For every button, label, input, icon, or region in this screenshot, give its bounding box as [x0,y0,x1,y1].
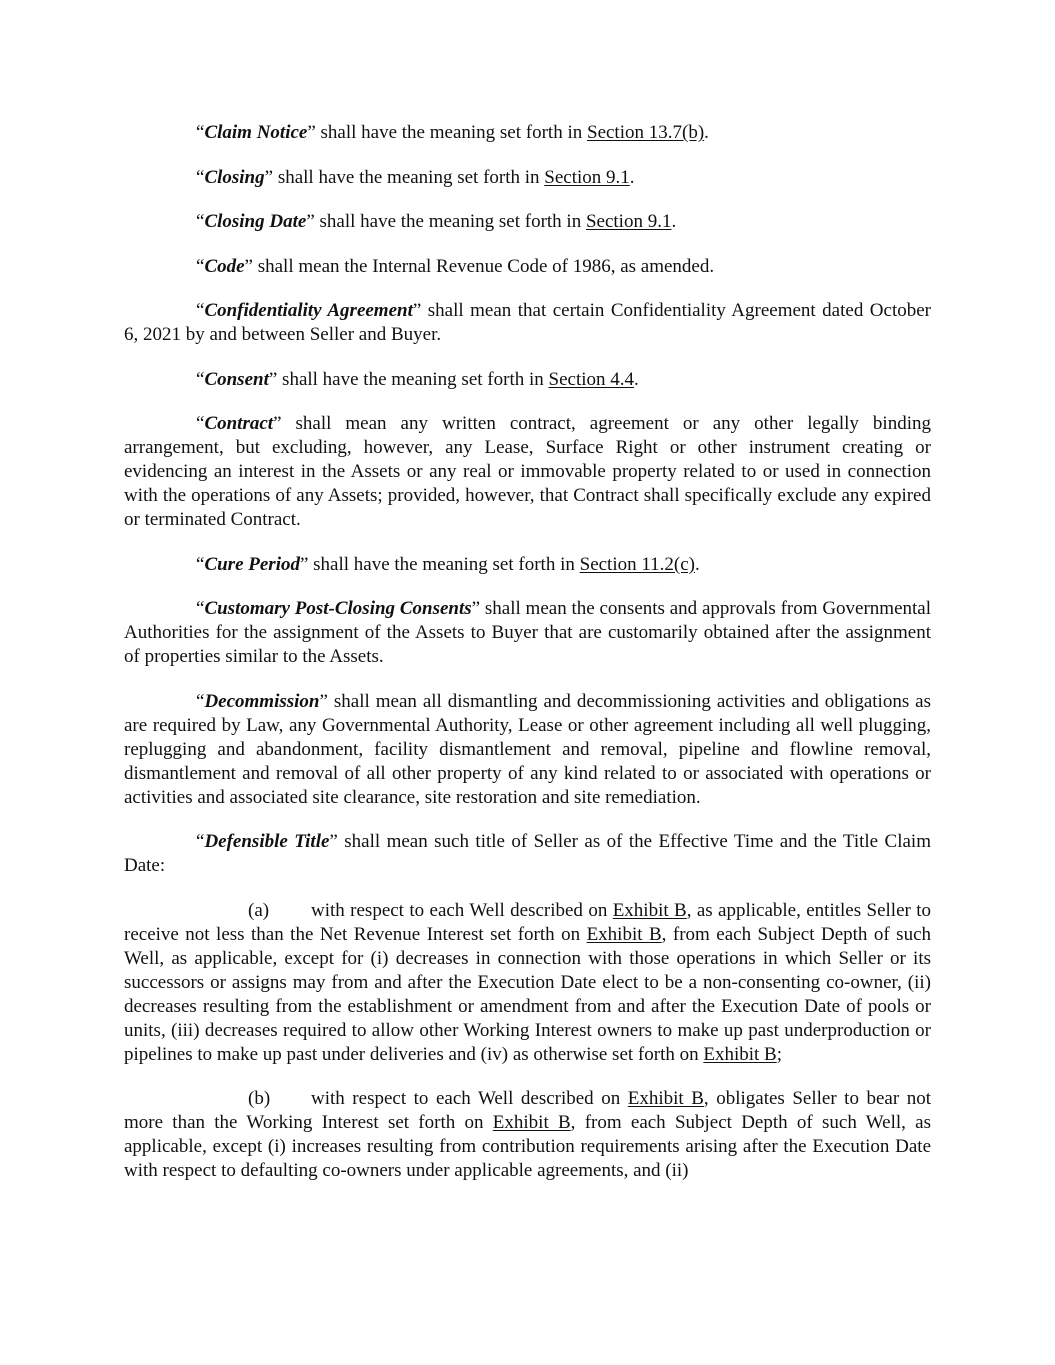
section-reference: Section 11.2(c) [579,553,695,575]
defined-term: Confidentiality Agreement [204,300,413,321]
defined-term: Cure Period [204,553,300,575]
subclause-a: (a) with respect to each Well described on Exhibit B, as applicable, entitles Seller to receive not less than the Net Revenue Interest set forth on Exhibit B, from each Subject Depth of such Well, as applicable, except for (i) decreases in connection with those operations in which Seller or its successors or assigns may from and after the Execution Date elect to be a non-consenting co-owner, (ii) decreases resulting from the establishment or amendment from and after the Execution Date of pools or units, (iii) decreases required to allow other Working Interest owners to make up past underproduction or pipelines to make up past under deliveries and (iv) as otherwise set forth on Exhibit B; [124,899,931,1065]
defined-term: Decommission [204,690,320,712]
section-reference: Section 9.1 [544,166,630,188]
defined-term: Consent [204,368,269,390]
defined-term: Closing Date [204,211,307,232]
section-reference: Section 13.7(b) [587,122,705,143]
exhibit-reference: Exhibit B [703,1043,777,1065]
defined-term: Claim Notice [204,122,308,143]
definition-contract: “Contract” shall mean any written contract, agreement or any other legally binding arrangement, but excluding, however, any Lease, Surface Right or other instrument creating or evidencing an interest in the Assets or any real or immovable property related to or used in connection with the operations of any Assets; provided, however, that Contract shall specifically exclude any expired or terminated Contract. [124,413,931,530]
definition-defensible-title: “Defensible Title” shall mean such title of Seller as of the Effective Time and the Title Claim Date: [124,831,931,876]
definition-customary-post-closing-consents: “Customary Post-Closing Consents” shall mean the consents and approvals from Governmental Authorities for the assignment of the Assets to Buyer that are customarily obtained after the assignment of properties similar to the Assets. [124,598,932,667]
defined-term: Contract [204,413,274,434]
definition-cure-period: “Cure Period” shall have the meaning set forth in Section 11.2(c). [196,553,700,575]
definition-closing-date: “Closing Date” shall have the meaning set forth in Section 9.1. [196,211,677,232]
exhibit-reference: Exhibit B [612,899,687,921]
definition-code: “Code” shall mean the Internal Revenue Code of 1986, as amended. [196,255,715,277]
definition-claim-notice: “Claim Notice” shall have the meaning set forth in Section 13.7(b). [196,122,709,143]
defined-term: Code [204,255,245,277]
section-reference: Section 9.1 [585,211,672,232]
subclause-b: (b) with respect to each Well described on Exhibit B, obligates Seller to bear not more than the Working Interest set forth on Exhibit B, from each Subject Depth of such Well, as applicable, except (i) increases resulting from contribution requirements arising after the Execution Date with respect to defaulting co-owners under applicable agreements, and (ii) [124,1088,932,1181]
definition-confidentiality-agreement: “Confidentiality Agreement” shall mean that certain Confidentiality Agreement dated October 6, 2021 by and between Seller and Buyer. [124,300,931,345]
section-reference: Section 4.4 [548,368,635,390]
definition-decommission: “Decommission” shall mean all dismantling and decommissioning activities and obligations as are required by Law, any Governmental Authority, Lease or other agreement including all well plugging, replugging and abandonment, facility dismantlement and removal, pipeline and flowline removal, dismantlement and removal of all other property of any kind related to or associated with operations or activities and associated site clearance, site restoration and site remediation. [124,690,931,808]
subclause-label: (b) [248,1088,271,1109]
subclause-label: (a) [248,899,270,921]
definition-closing: “Closing” shall have the meaning set forth in Section 9.1. [196,166,635,188]
document-page [124,121,931,1204]
defined-term: Customary Post-Closing Consents [204,598,472,619]
exhibit-reference: Exhibit B [586,923,662,945]
definition-consent: “Consent” shall have the meaning set forth in Section 4.4. [196,368,639,390]
defined-term: Defensible Title [204,831,330,852]
exhibit-reference: Exhibit B [492,1112,571,1133]
exhibit-reference: Exhibit B [627,1088,704,1109]
defined-term: Closing [204,166,265,188]
